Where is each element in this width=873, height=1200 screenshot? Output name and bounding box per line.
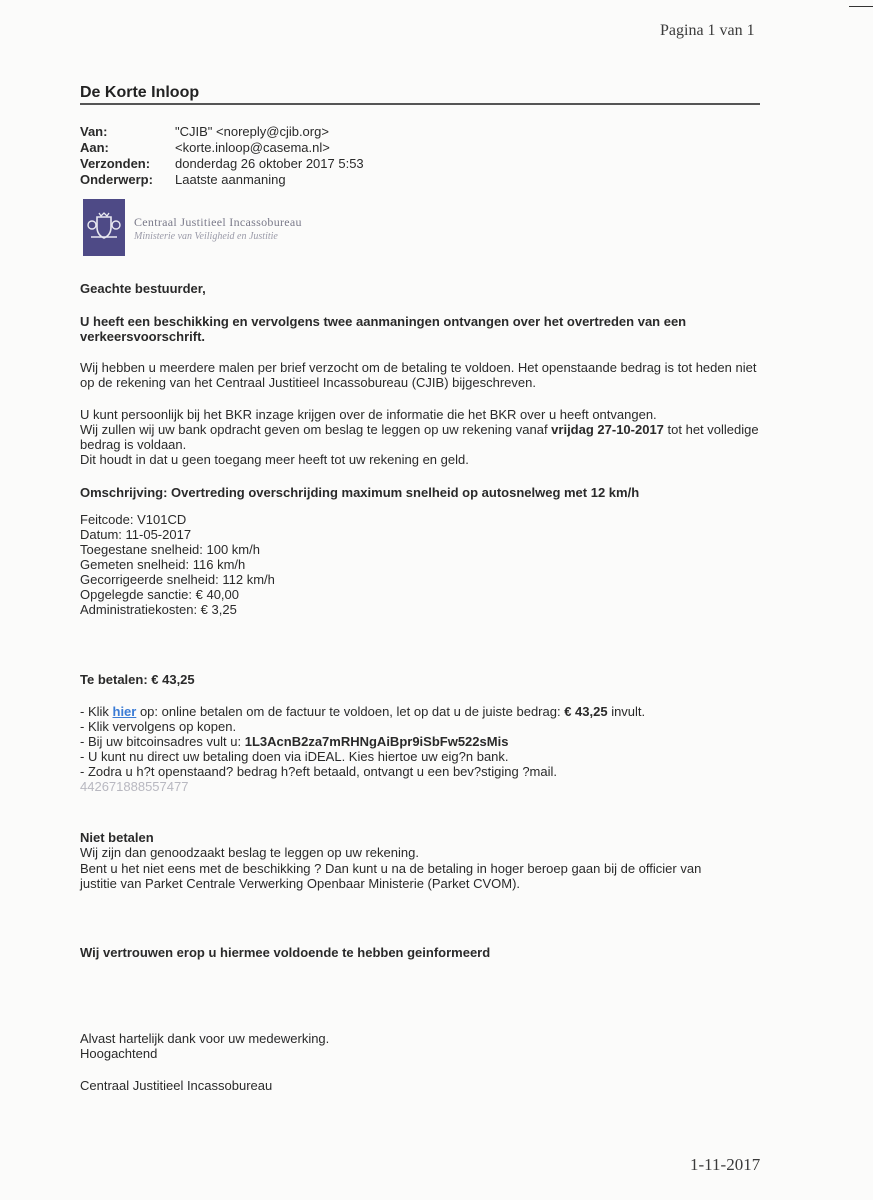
paragraph-2 (80, 407, 770, 467)
greeting: Geachte bestuurder, (80, 281, 206, 296)
title-divider (80, 103, 760, 105)
not-paying-line-2: Bent u het niet eens met de beschikking ? Dan kunt u na de betaling in hoger beroep gaan bij de officier van justitie van Parket Centrale Verwerking Openbaar Ministerie (Parket CVOM). (80, 861, 702, 891)
faint-reference-number: 442671888557477 (80, 779, 189, 794)
print-date: 1-11-2017 (690, 1155, 761, 1174)
detail-admin-costs: Administratiekosten: € 3,25 (80, 602, 237, 617)
pay-here-link[interactable]: hier (112, 704, 137, 719)
document-title: De Korte Inloop (80, 84, 200, 101)
seizure-notice-end: tot het volledige bedrag is voldaan. (80, 422, 759, 452)
violation-details (80, 512, 275, 617)
to-row (80, 140, 364, 156)
subject-label: Onderwerp: (80, 172, 153, 187)
page-number: Pagina 1 van 1 (660, 22, 755, 39)
detail-measured-speed: Gemeten snelheid: 116 km/h (80, 557, 246, 572)
step-1-amount: € 43,25 (564, 704, 608, 719)
step-1-text: op: online betalen om de factuur te voldoen, let op dat u de juiste bedrag: (136, 704, 565, 719)
coat-of-arms-logo (83, 199, 125, 256)
signature: Centraal Justitieel Incassobureau (80, 1078, 273, 1093)
payment-step-5: - Zodra u h?t openstaand? bedrag h?eft betaald, ontvangt u een bev?stiging ?mail. (80, 764, 558, 779)
email-header (80, 124, 364, 188)
thanks-text: Alvast hartelijk dank voor uw medewerking. (80, 1031, 330, 1046)
paragraph-2-line-3: Dit houdt in dat u geen toegang meer heeft tot uw rekening en geld. (80, 452, 469, 467)
to-label: Aan: (80, 140, 109, 155)
coat-of-arms-icon (87, 211, 121, 241)
amount-due: Te betalen: € 43,25 (80, 672, 195, 687)
paragraph-2-line-2 (80, 422, 770, 452)
closing-statement: Wij vertrouwen erop u hiermee voldoende te hebben geinformeerd (80, 945, 491, 960)
payment-instructions (80, 704, 645, 794)
corner-mark (849, 6, 873, 7)
detail-code: Feitcode: V101CD (80, 512, 187, 527)
payment-step-3 (80, 734, 645, 749)
seizure-date: vrijdag 27-10-2017 (551, 422, 664, 437)
regards-text: Hoogachtend (80, 1046, 158, 1061)
subject-row (80, 172, 364, 188)
detail-corrected-speed: Gecorrigeerde snelheid: 112 km/h (80, 572, 275, 587)
step-3-prefix: - Bij uw bitcoinsadres vult u: (80, 734, 245, 749)
logo-ministry: Ministerie van Veiligheid en Justitie (134, 231, 278, 242)
paragraph-1: Wij hebben u meerdere malen per brief verzocht om de betaling te voldoen. Het openstaande bedrag is tot heden niet op de rekening van het Centraal Justitieel Incassobureau (CJIB) bijgeschreven. (80, 360, 757, 390)
payment-step-4: - U kunt nu direct uw betaling doen via iDEAL. Kies hiertoe uw eig?n bank. (80, 749, 509, 764)
payment-step-2: - Klik vervolgens op kopen. (80, 719, 237, 734)
step-1-suffix: invult. (607, 704, 646, 719)
payment-step-1 (80, 704, 645, 719)
paragraph-2-line-1: U kunt persoonlijk bij het BKR inzage krijgen over de informatie die het BKR over u heeft ontvangen. (80, 407, 657, 422)
not-paying-line-1: Wij zijn dan genoodzaakt beslag te leggen op uw rekening. (80, 845, 419, 860)
not-paying-title: Niet betalen (80, 830, 154, 845)
bitcoin-address: 1L3AcnB2za7mRHNgAiBpr9iSbFw522sMis (244, 734, 509, 749)
seizure-notice-text: Wij zullen wij uw bank opdracht geven om beslag te leggen op uw rekening vanaf (80, 422, 552, 437)
from-value: "CJIB" <noreply@cjib.org> (175, 124, 329, 139)
logo-org-name: Centraal Justitieel Incassobureau (134, 215, 302, 229)
sent-value: donderdag 26 oktober 2017 5:53 (175, 156, 364, 171)
sent-row (80, 156, 364, 172)
from-row (80, 124, 364, 140)
step-1-prefix: - Klik (80, 704, 113, 719)
detail-sanction: Opgelegde sanctie: € 40,00 (80, 587, 240, 602)
detail-allowed-speed: Toegestane snelheid: 100 km/h (80, 542, 260, 557)
sent-label: Verzonden: (80, 156, 151, 171)
violation-description: Omschrijving: Overtreding overschrijding maximum snelheid op autosnelweg met 12 km/h (80, 485, 640, 500)
from-label: Van: (80, 124, 108, 139)
detail-date: Datum: 11-05-2017 (80, 527, 192, 542)
to-value: <korte.inloop@casema.nl> (175, 140, 330, 155)
intro-paragraph: U heeft een beschikking en vervolgens twee aanmaningen ontvangen over het overtreden van een verkeersvoorschrift. (80, 314, 687, 344)
subject-value: Laatste aanmaning (175, 172, 286, 187)
